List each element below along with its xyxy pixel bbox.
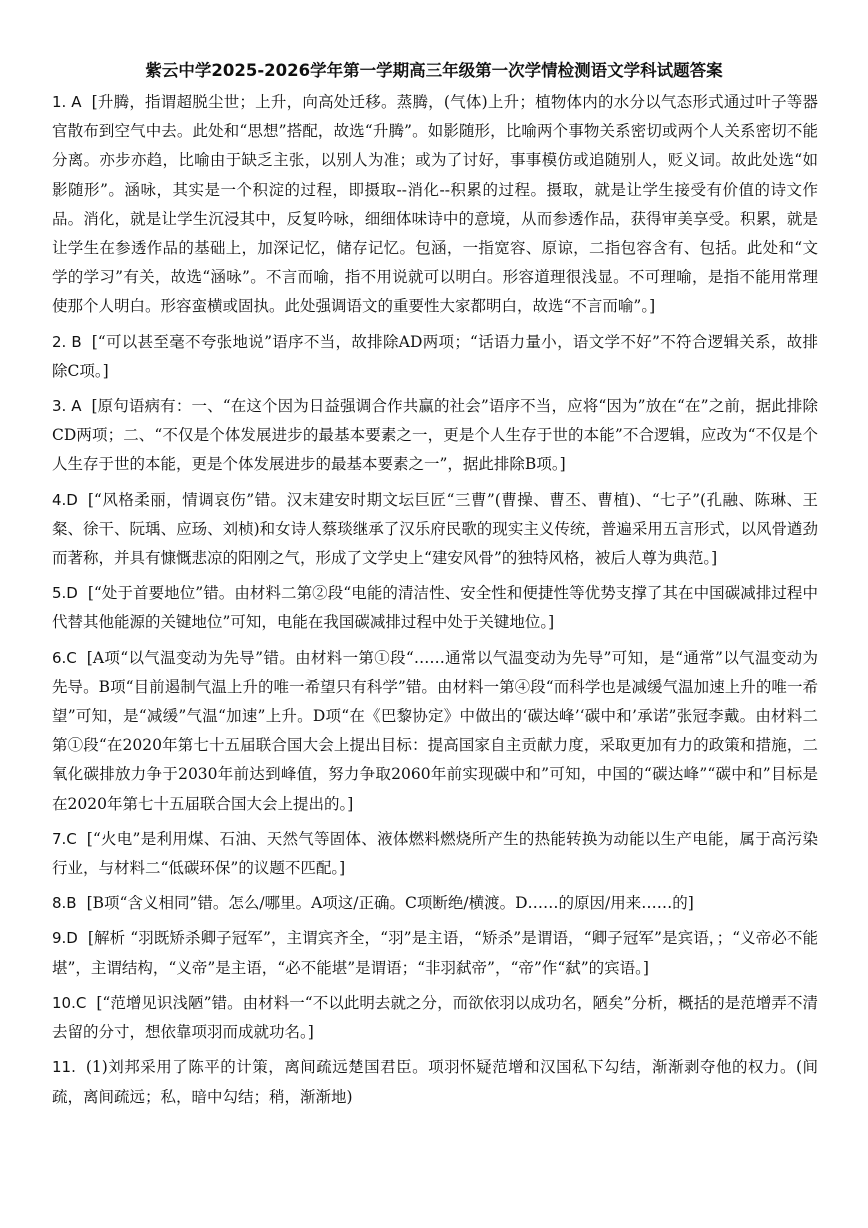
answer-item-9	[52, 924, 818, 982]
answer-text: [解析 “羽既矫杀卿子冠军”，主谓宾齐全，“羽”是主语，“矫杀”是谓语，“卿子冠军”是宾语，；“义帝必不能堪”，主谓结构，“义帝”是主语，“必不能堪”是谓语；“非羽弑帝”，“帝”作“弑”的宾语。]	[52, 929, 818, 977]
answer-item-3	[52, 392, 818, 480]
answer-number: 5.D	[52, 584, 78, 603]
answer-text: [“风格柔丽，情调哀伤”错。汉末建安时期文坛巨匠“三曹”(曹操、曹丕、曹植)、“七子”(孔融、陈琳、王粲、徐干、阮瑀、应玚、刘桢)和女诗人蔡琰继承了汉乐府民歌的现实主义传统，普遍采用五言形式，以风骨遒劲而著称，并具有慷慨悲凉的阳刚之气，形成了文学史上“建安风骨”的独特风格，被后人尊为典范。]	[52, 490, 818, 568]
answer-number: 7.C	[52, 829, 77, 848]
answer-number: 4.D	[52, 490, 78, 509]
answer-item-1	[52, 88, 818, 322]
answer-text: [A项“以气温变动为先导”错。由材料一第①段“……通常以气温变动为先导”可知，是“通常”以气温变动为先导。B项“目前遏制气温上升的唯一希望只有科学”错。由材料一第④段“而科学也是减缓气温加速上升的唯一希望”可知，是“减缓”气温“加速”上升。D项“在《巴黎协定》中做出的‘碳达峰’‘碳中和’承诺”张冠李戴。由材料二第①段“在2020年第七十五届联合国大会上提出目标：提高国家自主贡献力度，采取更加有力的政策和措施，二氧化碳排放力争于2030年前达到峰值，努力争取2060年前实现碳中和”可知，中国的“碳达峰”“碳中和”目标是在2020年第七十五届联合国大会上提出的。]	[52, 648, 818, 813]
answer-text: [“处于首要地位”错。由材料二第②段“电能的清洁性、安全性和便捷性等优势支撑了其在中国碳减排过程中代替其他能源的关键地位”可知，电能在我国碳减排过程中处于关键地位。]	[52, 584, 818, 632]
answer-number: 11.	[52, 1058, 76, 1077]
answer-item-4	[52, 486, 818, 574]
answer-number: 10.C	[52, 993, 87, 1012]
answer-text: [B项“含义相同”错。怎么/哪里。A项这/正确。C项断绝/横渡。D……的原因/用来……的]	[86, 894, 694, 913]
answer-text: [“火电”是利用煤、石油、天然气等固体、液体燃料燃烧所产生的热能转换为动能以生产电能，属于高污染行业，与材料二“低碳环保”的议题不匹配。]	[52, 829, 818, 878]
answer-text: (1)刘邦采用了陈平的计策，离间疏远楚国君臣。项羽怀疑范增和汉国私下勾结，渐渐剥夺他的权力。(间疏，离间疏远；私，暗中勾结；稍，渐渐地)	[52, 1058, 818, 1106]
answer-number: 8.B	[52, 894, 77, 913]
answer-text: [原句语病有：一、“在这个因为日益强调合作共赢的社会”语序不当，应将“因为”放在“在”之前，据此排除CD两项；二、“不仅是个体发展进步的最基本要素之一，更是个人生存于世的本能”不合逻辑，应改为“不仅是个人生存于世的本能，更是个体发展进步的最基本要素之一”，据此排除B项。]	[52, 397, 818, 474]
answer-item-2	[52, 328, 818, 386]
answer-item-5	[52, 579, 818, 637]
answer-item-11	[52, 1053, 818, 1111]
answer-number: 9.D	[52, 929, 78, 948]
answer-text: [“可以甚至毫不夸张地说”语序不当，故排除AD两项；“话语力量小，语文学不好”不符合逻辑关系，故排除C项。]	[52, 332, 818, 380]
answer-item-8	[52, 889, 818, 918]
answer-text: [升腾，指谓超脱尘世；上升，向高处迁移。蒸腾，(气体)上升；植物体内的水分以气态形式通过叶子等器官散布到空气中去。此处和“思想”搭配，故选“升腾”。如影随形，比喻两个事物关系密切或两个人关系密切不能分离。亦步亦趋，比喻由于缺乏主张，以别人为准；或为了讨好，事事模仿或追随别人，贬义词。故此处选“如影随形”。涵咏，其实是一个积淀的过程，即摄取--消化--积累的过程。摄取，就是让学生接受有价值的诗文作品。消化，就是让学生沉浸其中，反复吟咏，细细体味诗中的意境，从而参透作品，获得审美享受。积累，就是让学生在参透作品的基础上，加深记忆，储存记忆。包涵，一指宽容、原谅，二指包容含有、包括。此处和“文学的学习”有关，故选“涵咏”。不言而喻，指不用说就可以明白。形容道理很浅显。不可理喻，是指不能用常理使那个人明白。形容蛮横或固执。此处强调语文的重要性大家都明白，故选“不言而喻”。]	[52, 93, 818, 316]
answer-text: [“范增见识浅陋”错。由材料一“不以此明去就之分，而欲依羽以成功名，陋矣”分析，概括的是范增弄不清去留的分寸，想依靠项羽而成就功名。]	[52, 993, 818, 1042]
document-title: 紫云中学2025-2026学年第一学期高三年级第一次学情检测语文学科试题答案	[145, 61, 723, 80]
answer-number: 2. B	[52, 332, 82, 351]
answer-item-6	[52, 644, 818, 819]
answer-item-7	[52, 825, 818, 883]
answer-number: 1. A	[52, 93, 82, 111]
answer-number: 6.C	[52, 648, 77, 667]
answer-item-10	[52, 989, 818, 1047]
answer-list	[52, 88, 818, 1118]
answer-number: 3. A	[52, 397, 82, 416]
